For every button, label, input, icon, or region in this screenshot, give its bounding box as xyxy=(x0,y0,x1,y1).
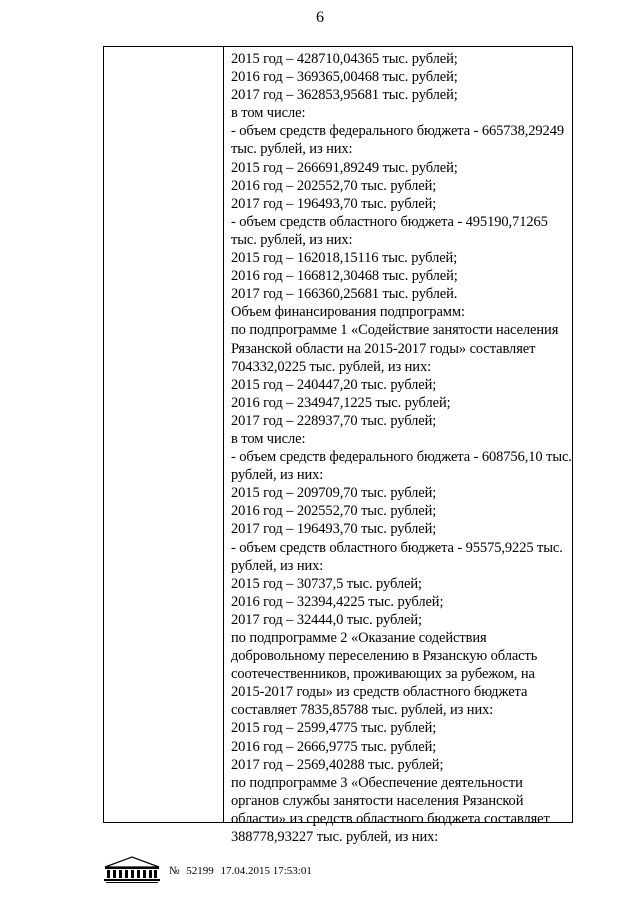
text-line: Объем финансирования подпрограмм: xyxy=(231,304,465,321)
financing-table xyxy=(103,46,573,846)
number-sign: № xyxy=(169,865,180,877)
text-line: - объем средств федерального бюджета - 665738,29249 xyxy=(231,123,565,140)
table-label-cell xyxy=(104,47,224,822)
text-line: в том числе: xyxy=(231,105,306,122)
text-line: 2016 год – 166812,30468 тыс. рублей; xyxy=(231,268,458,285)
document-datetime: 17.04.2015 17:53:01 xyxy=(220,865,312,877)
text-line: 2017 год – 196493,70 тыс. рублей; xyxy=(231,195,437,212)
text-line: 2017 год – 32444,0 тыс. рублей; xyxy=(231,611,422,628)
text-line: 2017 год – 362853,95681 тыс. рублей; xyxy=(231,87,458,104)
text-line: 2017 год – 2569,40288 тыс. рублей; xyxy=(231,756,444,773)
text-line: 2016 год – 2666,9775 тыс. рублей; xyxy=(231,738,437,755)
text-line: по подпрограмме 3 «Обеспечение деятельности xyxy=(231,774,523,791)
text-line: 2016 год – 234947,1225 тыс. рублей; xyxy=(231,394,451,411)
text-line: по подпрограмме 1 «Содействие занятости населения xyxy=(231,322,559,339)
text-line: 2017 год – 166360,25681 тыс. рублей. xyxy=(231,286,458,303)
text-line: - объем средств областного бюджета - 95575,9225 тыс. xyxy=(231,539,563,556)
text-line: органов службы занятости населения Рязанской xyxy=(231,792,524,809)
text-line: 2016 год – 202552,70 тыс. рублей; xyxy=(231,503,437,520)
text-line: 2016 год – 202552,70 тыс. рублей; xyxy=(231,177,437,194)
text-line: в том числе: xyxy=(231,430,306,447)
document-stamp-text xyxy=(169,865,316,877)
text-line: 2015 год – 30737,5 тыс. рублей; xyxy=(231,575,422,592)
text-line: соотечественников, проживающих за рубежом, на xyxy=(231,666,535,683)
text-line: 2017 год – 196493,70 тыс. рублей; xyxy=(231,521,437,538)
text-line: составляет 7835,85788 тыс. рублей, из них: xyxy=(231,702,494,719)
page-number: 6 xyxy=(316,9,324,26)
text-line: 2015 год – 2599,4775 тыс. рублей; xyxy=(231,720,437,737)
text-line: 2017 год – 228937,70 тыс. рублей; xyxy=(231,412,437,429)
text-line: тыс. рублей, из них: xyxy=(231,231,353,248)
document-footer xyxy=(103,855,363,885)
text-line: 388778,93227 тыс. рублей, из них: xyxy=(231,829,439,846)
text-line: рублей, из них: xyxy=(231,467,324,484)
text-line: 2015 год – 240447,20 тыс. рублей; xyxy=(231,376,437,393)
text-line: 2015-2017 годы» из средств областного бюджета xyxy=(231,684,528,701)
document-number: 52199 xyxy=(186,865,214,877)
text-line: 704332,0225 тыс. рублей, из них: xyxy=(231,358,432,375)
text-line: добровольному переселению в Рязанскую область xyxy=(231,648,538,665)
text-line: - объем средств федерального бюджета - 608756,10 тыс. xyxy=(231,449,572,466)
text-line: Рязанской области на 2015-2017 годы» составляет xyxy=(231,340,536,357)
text-line: 2016 год – 32394,4225 тыс. рублей; xyxy=(231,593,444,610)
text-line: 2015 год – 428710,04365 тыс. рублей; xyxy=(231,51,458,67)
text-line: - объем средств областного бюджета - 495190,71265 xyxy=(231,213,548,230)
text-line: тыс. рублей, из них: xyxy=(231,141,353,158)
text-line: 2015 год – 162018,15116 тыс. рублей; xyxy=(231,250,458,267)
table-content-cell xyxy=(224,47,572,846)
text-line: по подпрограмме 2 «Оказание содействия xyxy=(231,630,487,646)
text-line: 2015 год – 266691,89249 тыс. рублей; xyxy=(231,159,458,176)
text-line: области» из средств областного бюджета составляет xyxy=(231,810,550,827)
text-line: рублей, из них: xyxy=(231,557,324,574)
text-line: 2016 год – 369365,00468 тыс. рублей; xyxy=(231,69,458,86)
government-building-stamp-icon xyxy=(103,855,161,885)
text-line: 2015 год – 209709,70 тыс. рублей; xyxy=(231,485,437,502)
